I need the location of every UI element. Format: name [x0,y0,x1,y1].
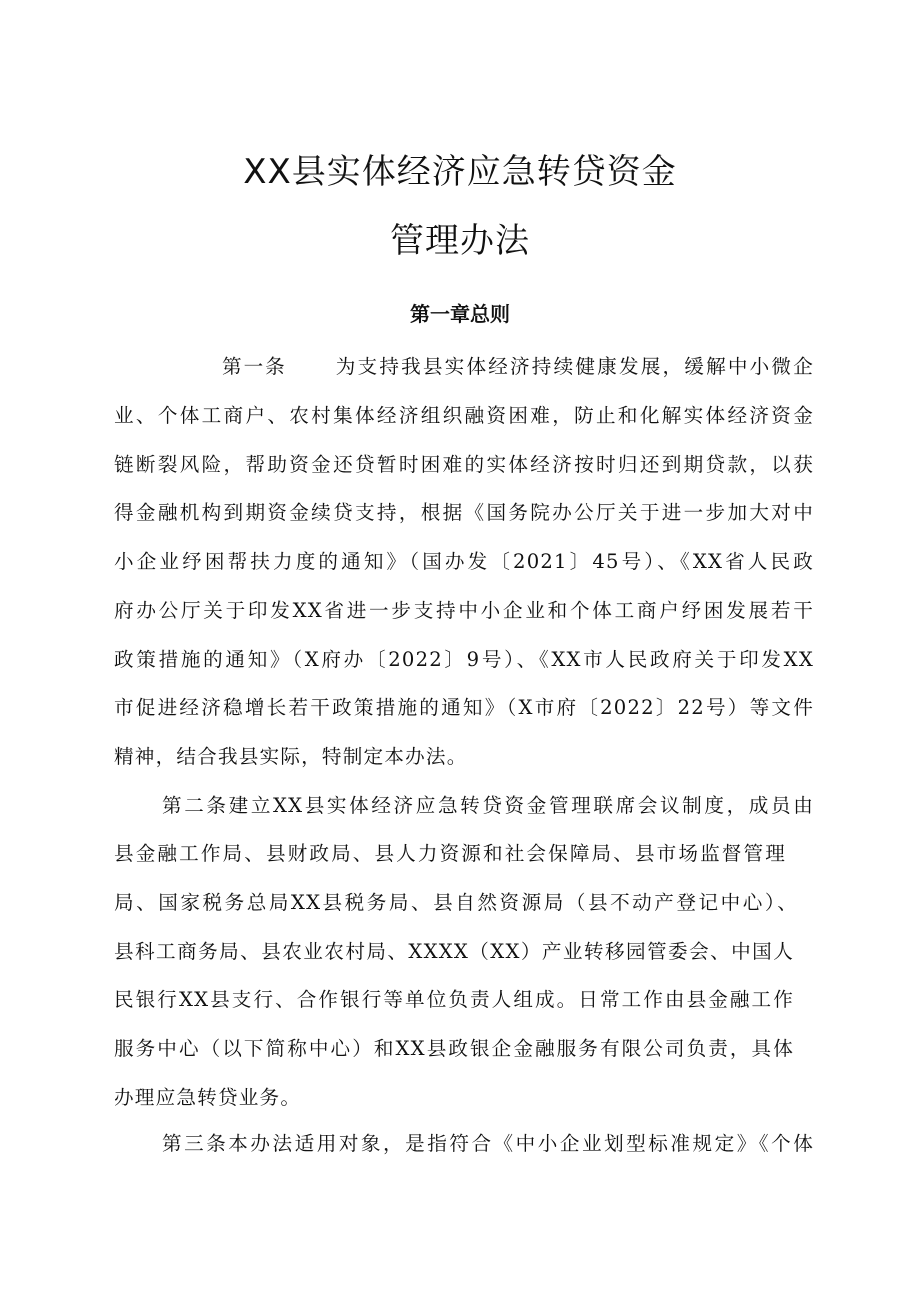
article-1-line-1: 第一条 为支持我县实体经济持续健康发展，缓解中小微企 [222,355,815,378]
article-1-line-2: 业、个体工商户、农村集体经济组织融资困难，防止和化解实体经济资金 [114,404,814,427]
article-1-line-3: 链断裂风险，帮助资金还贷暂时困难的实体经济按时归还到期贷款，以获 [114,453,814,476]
article-1-line-6: 府办公厅关于印发XX省进一步支持中小企业和个体工商户纾困发展若干 [114,599,814,622]
article-2-line-4: 县科工商务局、县农业农村局、XXXX（XX）产业转移园管委会、中国人 [114,940,794,963]
chapter-heading: 第一章总则 [410,302,510,326]
article-2-line-5: 民银行XX县支行、合作银行等单位负责人组成。日常工作由县金融工作 [114,988,794,1011]
document-title-line-1: XX县实体经济应急转贷资金 [243,152,677,192]
article-1-label: 第一条 [222,355,287,378]
article-2-line-6: 服务中心（以下简称中心）和XX县政银企金融服务有限公司负责，具体 [114,1037,794,1060]
article-2-line-2: 县金融工作局、县财政局、县人力资源和社会保障局、县市场监督管理 [114,842,786,865]
article-1-line-4: 得金融机构到期资金续贷支持，根据《国务院办公厅关于进一步加大对中 [114,501,814,524]
article-1-line-9: 精神，结合我县实际，特制定本办法。 [114,745,468,768]
article-3-line-1: 第三条本办法适用对象，是指符合《中小企业划型标准规定》《个体 [162,1132,814,1155]
article-1-line-5: 小企业纾困帮扶力度的通知》（国办发〔2021〕45号）、《XX省人民政 [114,550,814,573]
article-2-line-3: 局、国家税务总局XX县税务局、县自然资源局（县不动产登记中心）、 [114,891,798,914]
article-1-line-8: 市促进经济稳增长若干政策措施的通知》（X市府〔2022〕22号）等文件 [114,696,814,719]
article-2-line-7: 办理应急转贷业务。 [114,1086,302,1109]
article-1-line-7: 政策措施的通知》（X府办〔2022〕9号）、《XX市人民政府关于印发XX [114,648,814,671]
document-title-line-2: 管理办法 [390,221,530,261]
article-2-line-1: 第二条建立XX县实体经济应急转贷资金管理联席会议制度，成员由 [162,794,814,817]
